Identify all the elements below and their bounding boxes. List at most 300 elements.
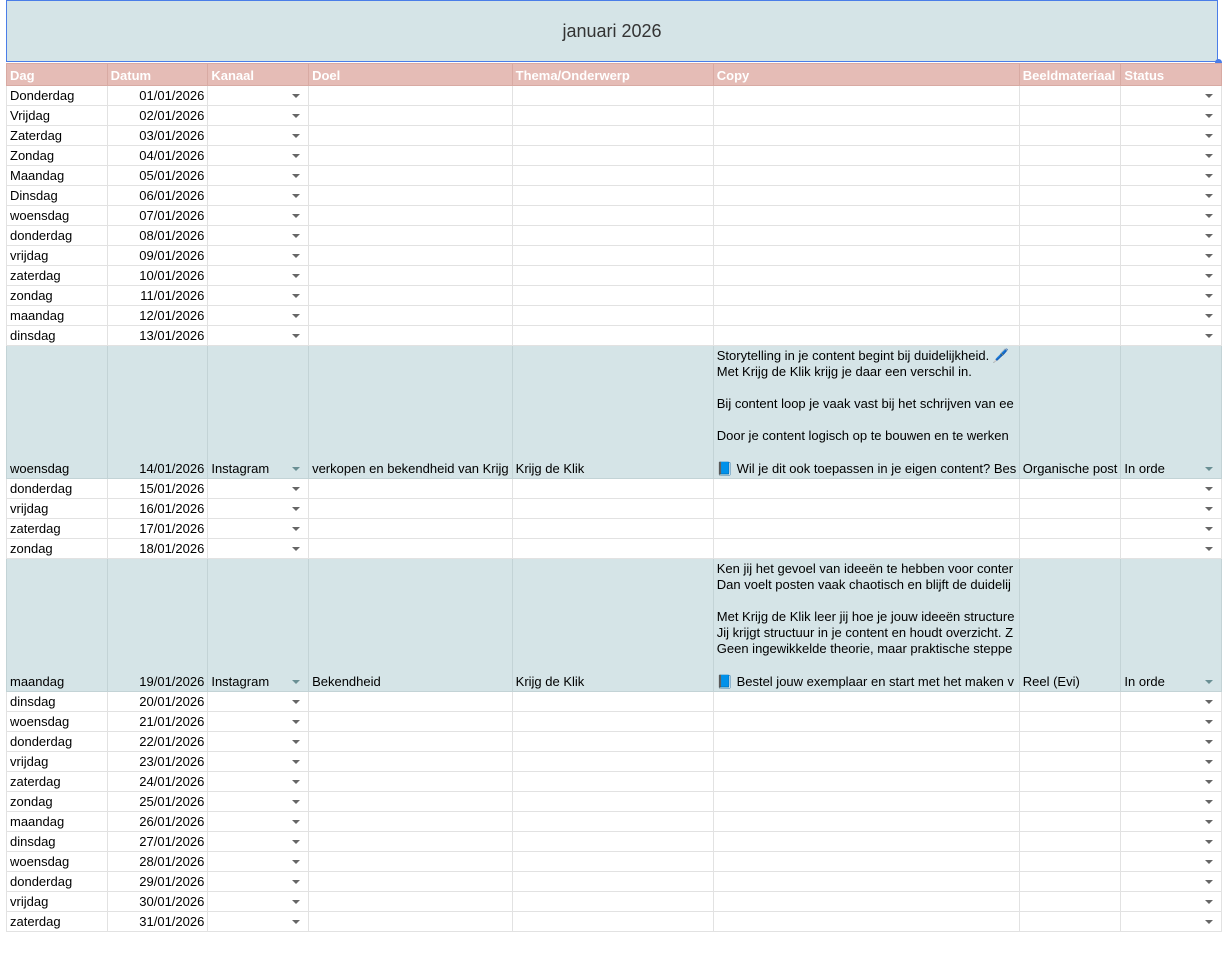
cell-copy[interactable]: [713, 86, 1019, 106]
cell-dag[interactable]: [7, 286, 108, 306]
cell-copy[interactable]: [713, 326, 1019, 346]
cell-copy[interactable]: [713, 166, 1019, 186]
cell-copy[interactable]: [713, 186, 1019, 206]
column-header[interactable]: Doel: [309, 64, 513, 86]
cell-status[interactable]: [1121, 732, 1222, 752]
cell-dag[interactable]: [7, 912, 108, 932]
cell-thema[interactable]: [512, 146, 713, 166]
dropdown-arrow-icon[interactable]: [292, 487, 300, 491]
cell-copy[interactable]: [713, 559, 1019, 692]
cell-datum[interactable]: [107, 86, 208, 106]
cell-dag[interactable]: [7, 559, 108, 692]
cell-doel[interactable]: [309, 852, 513, 872]
cell-beeldmateriaal[interactable]: [1019, 872, 1121, 892]
dropdown-arrow-icon[interactable]: [1205, 720, 1213, 724]
cell-datum[interactable]: [107, 246, 208, 266]
cell-beeldmateriaal[interactable]: [1019, 832, 1121, 852]
cell-beeldmateriaal[interactable]: [1019, 326, 1121, 346]
cell-beeldmateriaal[interactable]: [1019, 186, 1121, 206]
cell-beeldmateriaal[interactable]: [1019, 892, 1121, 912]
cell-kanaal[interactable]: [208, 712, 309, 732]
cell-datum[interactable]: [107, 206, 208, 226]
cell-doel[interactable]: [309, 499, 513, 519]
cell-beeldmateriaal[interactable]: [1019, 792, 1121, 812]
cell-datum[interactable]: [107, 519, 208, 539]
dropdown-arrow-icon[interactable]: [1205, 920, 1213, 924]
cell-beeldmateriaal[interactable]: [1019, 266, 1121, 286]
cell-dag[interactable]: [7, 692, 108, 712]
column-header[interactable]: Copy: [713, 64, 1019, 86]
cell-status[interactable]: [1121, 872, 1222, 892]
dropdown-arrow-icon[interactable]: [1205, 314, 1213, 318]
cell-thema[interactable]: [512, 479, 713, 499]
cell-kanaal[interactable]: [208, 226, 309, 246]
dropdown-arrow-icon[interactable]: [1205, 334, 1213, 338]
cell-copy[interactable]: [713, 346, 1019, 479]
cell-beeldmateriaal[interactable]: [1019, 146, 1121, 166]
dropdown-arrow-icon[interactable]: [1205, 214, 1213, 218]
cell-dag[interactable]: [7, 206, 108, 226]
cell-copy[interactable]: [713, 226, 1019, 246]
dropdown-arrow-icon[interactable]: [292, 840, 300, 844]
cell-doel[interactable]: [309, 912, 513, 932]
dropdown-arrow-icon[interactable]: [292, 114, 300, 118]
cell-dag[interactable]: [7, 892, 108, 912]
cell-beeldmateriaal[interactable]: [1019, 912, 1121, 932]
cell-dag[interactable]: [7, 539, 108, 559]
cell-thema[interactable]: [512, 206, 713, 226]
cell-kanaal[interactable]: [208, 772, 309, 792]
cell-thema[interactable]: [512, 912, 713, 932]
cell-doel[interactable]: [309, 832, 513, 852]
dropdown-arrow-icon[interactable]: [1205, 294, 1213, 298]
cell-datum[interactable]: [107, 266, 208, 286]
cell-status[interactable]: [1121, 852, 1222, 872]
dropdown-arrow-icon[interactable]: [292, 760, 300, 764]
column-header[interactable]: Dag: [7, 64, 108, 86]
cell-doel[interactable]: [309, 286, 513, 306]
cell-dag[interactable]: [7, 106, 108, 126]
cell-thema[interactable]: [512, 519, 713, 539]
cell-copy[interactable]: [713, 832, 1019, 852]
cell-kanaal[interactable]: [208, 912, 309, 932]
cell-kanaal[interactable]: [208, 692, 309, 712]
cell-doel[interactable]: [309, 306, 513, 326]
cell-status[interactable]: [1121, 912, 1222, 932]
cell-dag[interactable]: [7, 752, 108, 772]
cell-doel[interactable]: [309, 479, 513, 499]
cell-status[interactable]: [1121, 712, 1222, 732]
cell-copy[interactable]: [713, 732, 1019, 752]
cell-datum[interactable]: [107, 872, 208, 892]
cell-kanaal[interactable]: [208, 206, 309, 226]
cell-beeldmateriaal[interactable]: [1019, 712, 1121, 732]
cell-datum[interactable]: [107, 479, 208, 499]
cell-copy[interactable]: [713, 126, 1019, 146]
cell-copy[interactable]: [713, 146, 1019, 166]
cell-beeldmateriaal[interactable]: [1019, 772, 1121, 792]
cell-kanaal[interactable]: [208, 166, 309, 186]
cell-doel[interactable]: [309, 752, 513, 772]
dropdown-arrow-icon[interactable]: [292, 274, 300, 278]
cell-copy[interactable]: [713, 872, 1019, 892]
column-header[interactable]: Datum: [107, 64, 208, 86]
cell-copy[interactable]: [713, 772, 1019, 792]
cell-kanaal[interactable]: [208, 126, 309, 146]
cell-kanaal[interactable]: [208, 559, 309, 692]
cell-datum[interactable]: [107, 106, 208, 126]
cell-datum[interactable]: [107, 539, 208, 559]
cell-kanaal[interactable]: [208, 832, 309, 852]
dropdown-arrow-icon[interactable]: [1205, 880, 1213, 884]
cell-doel[interactable]: [309, 86, 513, 106]
cell-status[interactable]: [1121, 326, 1222, 346]
dropdown-arrow-icon[interactable]: [292, 174, 300, 178]
cell-status[interactable]: [1121, 226, 1222, 246]
cell-status[interactable]: [1121, 812, 1222, 832]
dropdown-arrow-icon[interactable]: [292, 720, 300, 724]
cell-thema[interactable]: [512, 499, 713, 519]
cell-doel[interactable]: [309, 266, 513, 286]
cell-kanaal[interactable]: [208, 792, 309, 812]
cell-status[interactable]: [1121, 306, 1222, 326]
cell-thema[interactable]: [512, 126, 713, 146]
cell-doel[interactable]: [309, 792, 513, 812]
cell-thema[interactable]: [512, 559, 713, 692]
cell-beeldmateriaal[interactable]: [1019, 126, 1121, 146]
cell-thema[interactable]: [512, 692, 713, 712]
cell-kanaal[interactable]: [208, 812, 309, 832]
cell-beeldmateriaal[interactable]: [1019, 306, 1121, 326]
cell-datum[interactable]: [107, 712, 208, 732]
cell-beeldmateriaal[interactable]: [1019, 86, 1121, 106]
cell-thema[interactable]: [512, 266, 713, 286]
cell-copy[interactable]: [713, 266, 1019, 286]
cell-copy[interactable]: [713, 286, 1019, 306]
cell-status[interactable]: [1121, 206, 1222, 226]
cell-datum[interactable]: [107, 559, 208, 692]
cell-kanaal[interactable]: [208, 479, 309, 499]
dropdown-arrow-icon[interactable]: [1205, 900, 1213, 904]
dropdown-arrow-icon[interactable]: [292, 214, 300, 218]
cell-doel[interactable]: [309, 346, 513, 479]
cell-dag[interactable]: [7, 499, 108, 519]
cell-dag[interactable]: [7, 792, 108, 812]
column-header[interactable]: Thema/Onderwerp: [512, 64, 713, 86]
dropdown-arrow-icon[interactable]: [1205, 154, 1213, 158]
cell-thema[interactable]: [512, 166, 713, 186]
cell-doel[interactable]: [309, 206, 513, 226]
cell-thema[interactable]: [512, 346, 713, 479]
cell-copy[interactable]: [713, 792, 1019, 812]
cell-thema[interactable]: [512, 892, 713, 912]
cell-doel[interactable]: [309, 106, 513, 126]
cell-copy[interactable]: [713, 812, 1019, 832]
cell-beeldmateriaal[interactable]: [1019, 692, 1121, 712]
dropdown-arrow-icon[interactable]: [1205, 274, 1213, 278]
cell-doel[interactable]: [309, 732, 513, 752]
cell-copy[interactable]: [713, 206, 1019, 226]
cell-dag[interactable]: [7, 266, 108, 286]
cell-thema[interactable]: [512, 106, 713, 126]
cell-datum[interactable]: [107, 732, 208, 752]
cell-status[interactable]: [1121, 266, 1222, 286]
cell-kanaal[interactable]: [208, 246, 309, 266]
dropdown-arrow-icon[interactable]: [1205, 134, 1213, 138]
cell-dag[interactable]: [7, 186, 108, 206]
cell-status[interactable]: [1121, 559, 1222, 692]
cell-copy[interactable]: [713, 712, 1019, 732]
cell-datum[interactable]: [107, 126, 208, 146]
cell-status[interactable]: [1121, 166, 1222, 186]
dropdown-arrow-icon[interactable]: [292, 740, 300, 744]
column-header[interactable]: Status: [1121, 64, 1222, 86]
cell-datum[interactable]: [107, 146, 208, 166]
dropdown-arrow-icon[interactable]: [1205, 487, 1213, 491]
cell-beeldmateriaal[interactable]: [1019, 499, 1121, 519]
cell-beeldmateriaal[interactable]: [1019, 206, 1121, 226]
cell-status[interactable]: [1121, 539, 1222, 559]
dropdown-arrow-icon[interactable]: [1205, 780, 1213, 784]
cell-beeldmateriaal[interactable]: [1019, 346, 1121, 479]
cell-copy[interactable]: [713, 106, 1019, 126]
cell-kanaal[interactable]: [208, 539, 309, 559]
dropdown-arrow-icon[interactable]: [292, 680, 300, 684]
cell-dag[interactable]: [7, 326, 108, 346]
cell-datum[interactable]: [107, 852, 208, 872]
cell-doel[interactable]: [309, 226, 513, 246]
cell-dag[interactable]: [7, 732, 108, 752]
cell-thema[interactable]: [512, 539, 713, 559]
cell-datum[interactable]: [107, 186, 208, 206]
cell-beeldmateriaal[interactable]: [1019, 539, 1121, 559]
cell-dag[interactable]: [7, 812, 108, 832]
cell-status[interactable]: [1121, 126, 1222, 146]
cell-dag[interactable]: [7, 226, 108, 246]
cell-thema[interactable]: [512, 812, 713, 832]
dropdown-arrow-icon[interactable]: [1205, 547, 1213, 551]
dropdown-arrow-icon[interactable]: [1205, 467, 1213, 471]
cell-kanaal[interactable]: [208, 306, 309, 326]
cell-datum[interactable]: [107, 692, 208, 712]
cell-dag[interactable]: [7, 872, 108, 892]
cell-beeldmateriaal[interactable]: [1019, 226, 1121, 246]
cell-thema[interactable]: [512, 286, 713, 306]
cell-thema[interactable]: [512, 246, 713, 266]
cell-status[interactable]: [1121, 892, 1222, 912]
cell-doel[interactable]: [309, 166, 513, 186]
cell-copy[interactable]: [713, 539, 1019, 559]
cell-doel[interactable]: [309, 539, 513, 559]
cell-dag[interactable]: [7, 832, 108, 852]
cell-thema[interactable]: [512, 792, 713, 812]
cell-copy[interactable]: [713, 892, 1019, 912]
dropdown-arrow-icon[interactable]: [1205, 254, 1213, 258]
cell-dag[interactable]: [7, 86, 108, 106]
cell-status[interactable]: [1121, 106, 1222, 126]
cell-datum[interactable]: [107, 306, 208, 326]
cell-status[interactable]: [1121, 286, 1222, 306]
cell-status[interactable]: [1121, 752, 1222, 772]
cell-thema[interactable]: [512, 852, 713, 872]
cell-status[interactable]: [1121, 86, 1222, 106]
cell-status[interactable]: [1121, 246, 1222, 266]
cell-status[interactable]: [1121, 692, 1222, 712]
cell-datum[interactable]: [107, 892, 208, 912]
cell-kanaal[interactable]: [208, 872, 309, 892]
dropdown-arrow-icon[interactable]: [1205, 840, 1213, 844]
cell-beeldmateriaal[interactable]: [1019, 852, 1121, 872]
cell-dag[interactable]: [7, 519, 108, 539]
cell-datum[interactable]: [107, 226, 208, 246]
cell-thema[interactable]: [512, 326, 713, 346]
dropdown-arrow-icon[interactable]: [292, 547, 300, 551]
cell-thema[interactable]: [512, 732, 713, 752]
cell-status[interactable]: [1121, 186, 1222, 206]
cell-dag[interactable]: [7, 126, 108, 146]
dropdown-arrow-icon[interactable]: [292, 800, 300, 804]
cell-kanaal[interactable]: [208, 146, 309, 166]
cell-beeldmateriaal[interactable]: [1019, 166, 1121, 186]
cell-kanaal[interactable]: [208, 732, 309, 752]
cell-beeldmateriaal[interactable]: [1019, 246, 1121, 266]
cell-beeldmateriaal[interactable]: [1019, 479, 1121, 499]
cell-doel[interactable]: [309, 712, 513, 732]
cell-copy[interactable]: [713, 852, 1019, 872]
dropdown-arrow-icon[interactable]: [292, 194, 300, 198]
cell-copy[interactable]: [713, 499, 1019, 519]
dropdown-arrow-icon[interactable]: [1205, 820, 1213, 824]
cell-doel[interactable]: [309, 126, 513, 146]
dropdown-arrow-icon[interactable]: [292, 294, 300, 298]
dropdown-arrow-icon[interactable]: [292, 467, 300, 471]
cell-datum[interactable]: [107, 752, 208, 772]
column-header[interactable]: Kanaal: [208, 64, 309, 86]
dropdown-arrow-icon[interactable]: [292, 314, 300, 318]
cell-datum[interactable]: [107, 772, 208, 792]
cell-thema[interactable]: [512, 306, 713, 326]
cell-doel[interactable]: [309, 519, 513, 539]
cell-doel[interactable]: [309, 772, 513, 792]
cell-doel[interactable]: [309, 812, 513, 832]
cell-datum[interactable]: [107, 166, 208, 186]
dropdown-arrow-icon[interactable]: [292, 154, 300, 158]
cell-datum[interactable]: [107, 499, 208, 519]
dropdown-arrow-icon[interactable]: [292, 507, 300, 511]
cell-copy[interactable]: [713, 306, 1019, 326]
dropdown-arrow-icon[interactable]: [292, 94, 300, 98]
dropdown-arrow-icon[interactable]: [292, 780, 300, 784]
cell-thema[interactable]: [512, 752, 713, 772]
cell-kanaal[interactable]: [208, 892, 309, 912]
sheet-title-cell[interactable]: [6, 0, 1218, 62]
cell-doel[interactable]: [309, 326, 513, 346]
dropdown-arrow-icon[interactable]: [1205, 114, 1213, 118]
cell-dag[interactable]: [7, 479, 108, 499]
cell-thema[interactable]: [512, 832, 713, 852]
cell-beeldmateriaal[interactable]: [1019, 812, 1121, 832]
cell-status[interactable]: [1121, 772, 1222, 792]
cell-kanaal[interactable]: [208, 106, 309, 126]
cell-dag[interactable]: [7, 306, 108, 326]
cell-doel[interactable]: [309, 146, 513, 166]
dropdown-arrow-icon[interactable]: [292, 234, 300, 238]
dropdown-arrow-icon[interactable]: [1205, 234, 1213, 238]
cell-status[interactable]: [1121, 832, 1222, 852]
cell-datum[interactable]: [107, 326, 208, 346]
dropdown-arrow-icon[interactable]: [292, 334, 300, 338]
cell-dag[interactable]: [7, 772, 108, 792]
dropdown-arrow-icon[interactable]: [1205, 174, 1213, 178]
cell-thema[interactable]: [512, 872, 713, 892]
cell-kanaal[interactable]: [208, 326, 309, 346]
cell-datum[interactable]: [107, 912, 208, 932]
dropdown-arrow-icon[interactable]: [292, 700, 300, 704]
cell-kanaal[interactable]: [208, 186, 309, 206]
cell-datum[interactable]: [107, 792, 208, 812]
cell-doel[interactable]: [309, 892, 513, 912]
column-header[interactable]: Beeldmateriaal: [1019, 64, 1121, 86]
cell-kanaal[interactable]: [208, 852, 309, 872]
cell-kanaal[interactable]: [208, 499, 309, 519]
dropdown-arrow-icon[interactable]: [1205, 507, 1213, 511]
dropdown-arrow-icon[interactable]: [1205, 700, 1213, 704]
cell-thema[interactable]: [512, 772, 713, 792]
cell-beeldmateriaal[interactable]: [1019, 286, 1121, 306]
cell-thema[interactable]: [512, 186, 713, 206]
dropdown-arrow-icon[interactable]: [1205, 740, 1213, 744]
cell-datum[interactable]: [107, 346, 208, 479]
cell-doel[interactable]: [309, 186, 513, 206]
dropdown-arrow-icon[interactable]: [292, 527, 300, 531]
cell-status[interactable]: [1121, 479, 1222, 499]
cell-dag[interactable]: [7, 166, 108, 186]
dropdown-arrow-icon[interactable]: [1205, 94, 1213, 98]
cell-status[interactable]: [1121, 499, 1222, 519]
dropdown-arrow-icon[interactable]: [292, 820, 300, 824]
cell-copy[interactable]: [713, 912, 1019, 932]
dropdown-arrow-icon[interactable]: [1205, 760, 1213, 764]
dropdown-arrow-icon[interactable]: [292, 900, 300, 904]
cell-kanaal[interactable]: [208, 286, 309, 306]
dropdown-arrow-icon[interactable]: [1205, 680, 1213, 684]
cell-dag[interactable]: [7, 146, 108, 166]
dropdown-arrow-icon[interactable]: [292, 880, 300, 884]
cell-doel[interactable]: [309, 559, 513, 692]
dropdown-arrow-icon[interactable]: [1205, 194, 1213, 198]
cell-copy[interactable]: [713, 519, 1019, 539]
cell-dag[interactable]: [7, 852, 108, 872]
cell-beeldmateriaal[interactable]: [1019, 752, 1121, 772]
cell-dag[interactable]: [7, 712, 108, 732]
cell-status[interactable]: [1121, 146, 1222, 166]
cell-kanaal[interactable]: [208, 346, 309, 479]
cell-beeldmateriaal[interactable]: [1019, 519, 1121, 539]
cell-kanaal[interactable]: [208, 86, 309, 106]
cell-datum[interactable]: [107, 286, 208, 306]
cell-thema[interactable]: [512, 712, 713, 732]
cell-status[interactable]: [1121, 792, 1222, 812]
cell-thema[interactable]: [512, 226, 713, 246]
cell-kanaal[interactable]: [208, 519, 309, 539]
cell-beeldmateriaal[interactable]: [1019, 732, 1121, 752]
dropdown-arrow-icon[interactable]: [1205, 527, 1213, 531]
dropdown-arrow-icon[interactable]: [1205, 800, 1213, 804]
cell-kanaal[interactable]: [208, 752, 309, 772]
dropdown-arrow-icon[interactable]: [292, 134, 300, 138]
dropdown-arrow-icon[interactable]: [1205, 860, 1213, 864]
cell-copy[interactable]: [713, 692, 1019, 712]
